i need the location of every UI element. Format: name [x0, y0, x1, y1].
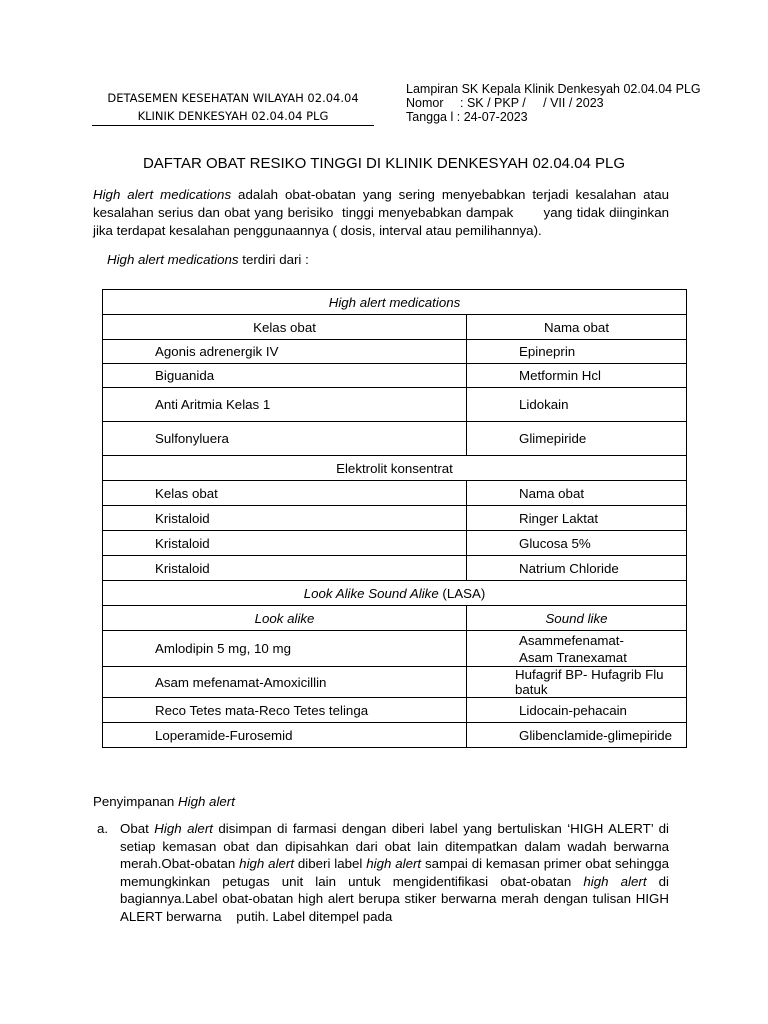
- nama-cell: Metformin Hcl: [467, 364, 687, 388]
- item-a-part: di bagiannya.Label obat-obatan high alert berupa stiker berwarna merah dengan tulisan HIGH ALERT berwarna putih. Label ditempel pada: [120, 873, 673, 924]
- table-row: [103, 364, 687, 388]
- reference-tanggal: [406, 110, 701, 124]
- item-a-italic: high alert: [239, 856, 295, 872]
- table-row: [103, 698, 687, 723]
- table-header-row: [103, 315, 687, 340]
- section-title-high-alert: High alert medications: [103, 290, 687, 315]
- storage-title-plain: Penyimpanan: [93, 794, 179, 809]
- table-row: [103, 631, 687, 667]
- table-section-title-row: [103, 456, 687, 481]
- sound-like-cell: Asammefenamat-Asam Tranexamat: [467, 631, 687, 667]
- kelas-cell: Kristaloid: [103, 506, 467, 531]
- item-letter: a.: [97, 821, 109, 836]
- nomor-label: Nomor: [406, 96, 444, 110]
- nama-cell: Glimepiride: [467, 422, 687, 456]
- look-alike-cell: Loperamide-Furosemid: [103, 723, 467, 748]
- storage-title-italic: High alert: [178, 794, 235, 809]
- header-kelas-obat: Kelas obat: [103, 315, 467, 340]
- kelas-cell: Kristaloid: [103, 531, 467, 556]
- look-alike-cell: Asam mefenamat-Amoxicillin: [103, 667, 467, 698]
- sound-like-cell: Glibenclamide-glimepiride: [467, 723, 687, 748]
- consists-text: terdiri dari :: [238, 252, 309, 267]
- table-header-row: [103, 481, 687, 506]
- item-a-italic: High alert: [154, 821, 213, 836]
- nomor-value: : SK / PKP / / VII / 2023: [460, 96, 604, 110]
- nama-cell: Glucosa 5%: [467, 531, 687, 556]
- table-row: [103, 667, 687, 698]
- intro-paragraph: [93, 186, 673, 240]
- look-alike-cell: Reco Tetes mata-Reco Tetes telinga: [103, 698, 467, 723]
- table-section-title-row: [103, 581, 687, 606]
- kelas-cell: Biguanida: [103, 364, 467, 388]
- sound-like-cell: Hufagrif BP- Hufagrib Flu batuk: [467, 667, 687, 698]
- tanggal-value: : 24-07-2023: [456, 110, 528, 124]
- reference-line: Lampiran SK Kepala Klinik Denkesyah 02.04.04 PLG: [406, 82, 701, 96]
- kelas-cell: Anti Aritmia Kelas 1: [103, 388, 467, 422]
- nama-cell: Lidokain: [467, 388, 687, 422]
- nama-cell: Natrium Chloride: [467, 556, 687, 581]
- org-line-2: KLINIK DENKESYAH 02.04.04 PLG: [92, 107, 374, 126]
- kelas-cell: Kristaloid: [103, 556, 467, 581]
- item-a-part: diberi label: [294, 856, 367, 872]
- nama-cell: Ringer Laktat: [467, 506, 687, 531]
- section-title-lasa: [103, 581, 687, 606]
- section-title-elektrolit: Elektrolit konsentrat: [103, 456, 687, 481]
- table-row: [103, 556, 687, 581]
- organization-header: [92, 89, 374, 126]
- storage-section-title: [93, 794, 235, 809]
- reference-nomor: [406, 96, 701, 110]
- sound-like-cell: Lidocain-pehacain: [467, 698, 687, 723]
- intro-term: High alert medications: [93, 187, 232, 202]
- table-row: [103, 506, 687, 531]
- header-sound-like: Sound like: [467, 606, 687, 631]
- header-kelas-obat: Kelas obat: [103, 481, 467, 506]
- look-alike-cell: Amlodipin 5 mg, 10 mg: [103, 631, 467, 667]
- item-a-italic: high alert: [583, 873, 647, 889]
- table-row: [103, 422, 687, 456]
- tanggal-label: Tangga l: [406, 110, 454, 124]
- item-a-italic: high alert: [366, 856, 422, 872]
- header-nama-obat: Nama obat: [467, 481, 687, 506]
- lasa-title-italic: Look Alike Sound Alike: [303, 585, 439, 601]
- table-header-row: [103, 606, 687, 631]
- item-a-part: Obat: [120, 821, 155, 836]
- intro-text: adalah obat-obatan yang sering menyebabkan terjadi kesalahan atau kesalahan serius dan obat yang berisiko tinggi menyebabkan dampak yang tidak diinginkan jika terdapat kesalahan penggunaannya ( dosis, interval atau pemilihannya).: [93, 187, 673, 238]
- table-row: [103, 340, 687, 364]
- storage-item-a: [93, 820, 673, 926]
- reference-block: [406, 82, 701, 124]
- header-look-alike: Look alike: [103, 606, 467, 631]
- header-nama-obat: Nama obat: [467, 315, 687, 340]
- consists-line: [107, 252, 309, 267]
- consists-term: High alert medications: [107, 252, 239, 267]
- item-a-part: sampai di kemasan primer obat sehingga memungkinkan petugas unit lain untuk mengidentifikasi obat-obatan: [120, 856, 673, 889]
- table-row: [103, 531, 687, 556]
- table-section-title-row: [103, 290, 687, 315]
- org-line-1: DETASEMEN KESEHATAN WILAYAH 02.04.04: [107, 91, 359, 105]
- table-row: [103, 388, 687, 422]
- high-alert-table: [102, 289, 687, 748]
- table-row: [103, 723, 687, 748]
- lasa-title-rest: (LASA): [438, 585, 486, 601]
- item-a-text: [120, 820, 673, 926]
- nama-cell: Epineprin: [467, 340, 687, 364]
- kelas-cell: Sulfonyluera: [103, 422, 467, 456]
- document-title: DAFTAR OBAT RESIKO TINGGI DI KLINIK DENKESYAH 02.04.04 PLG: [142, 155, 626, 172]
- item-a-part: disimpan di farmasi dengan diberi label yang bertuliskan ‘HIGH ALERT’ di setiap kemasan obat dan dipisahkan dari obat lain ditempatkan dalam wadah berwarna merah.Obat-obatan: [120, 821, 673, 872]
- kelas-cell: Agonis adrenergik IV: [103, 340, 467, 364]
